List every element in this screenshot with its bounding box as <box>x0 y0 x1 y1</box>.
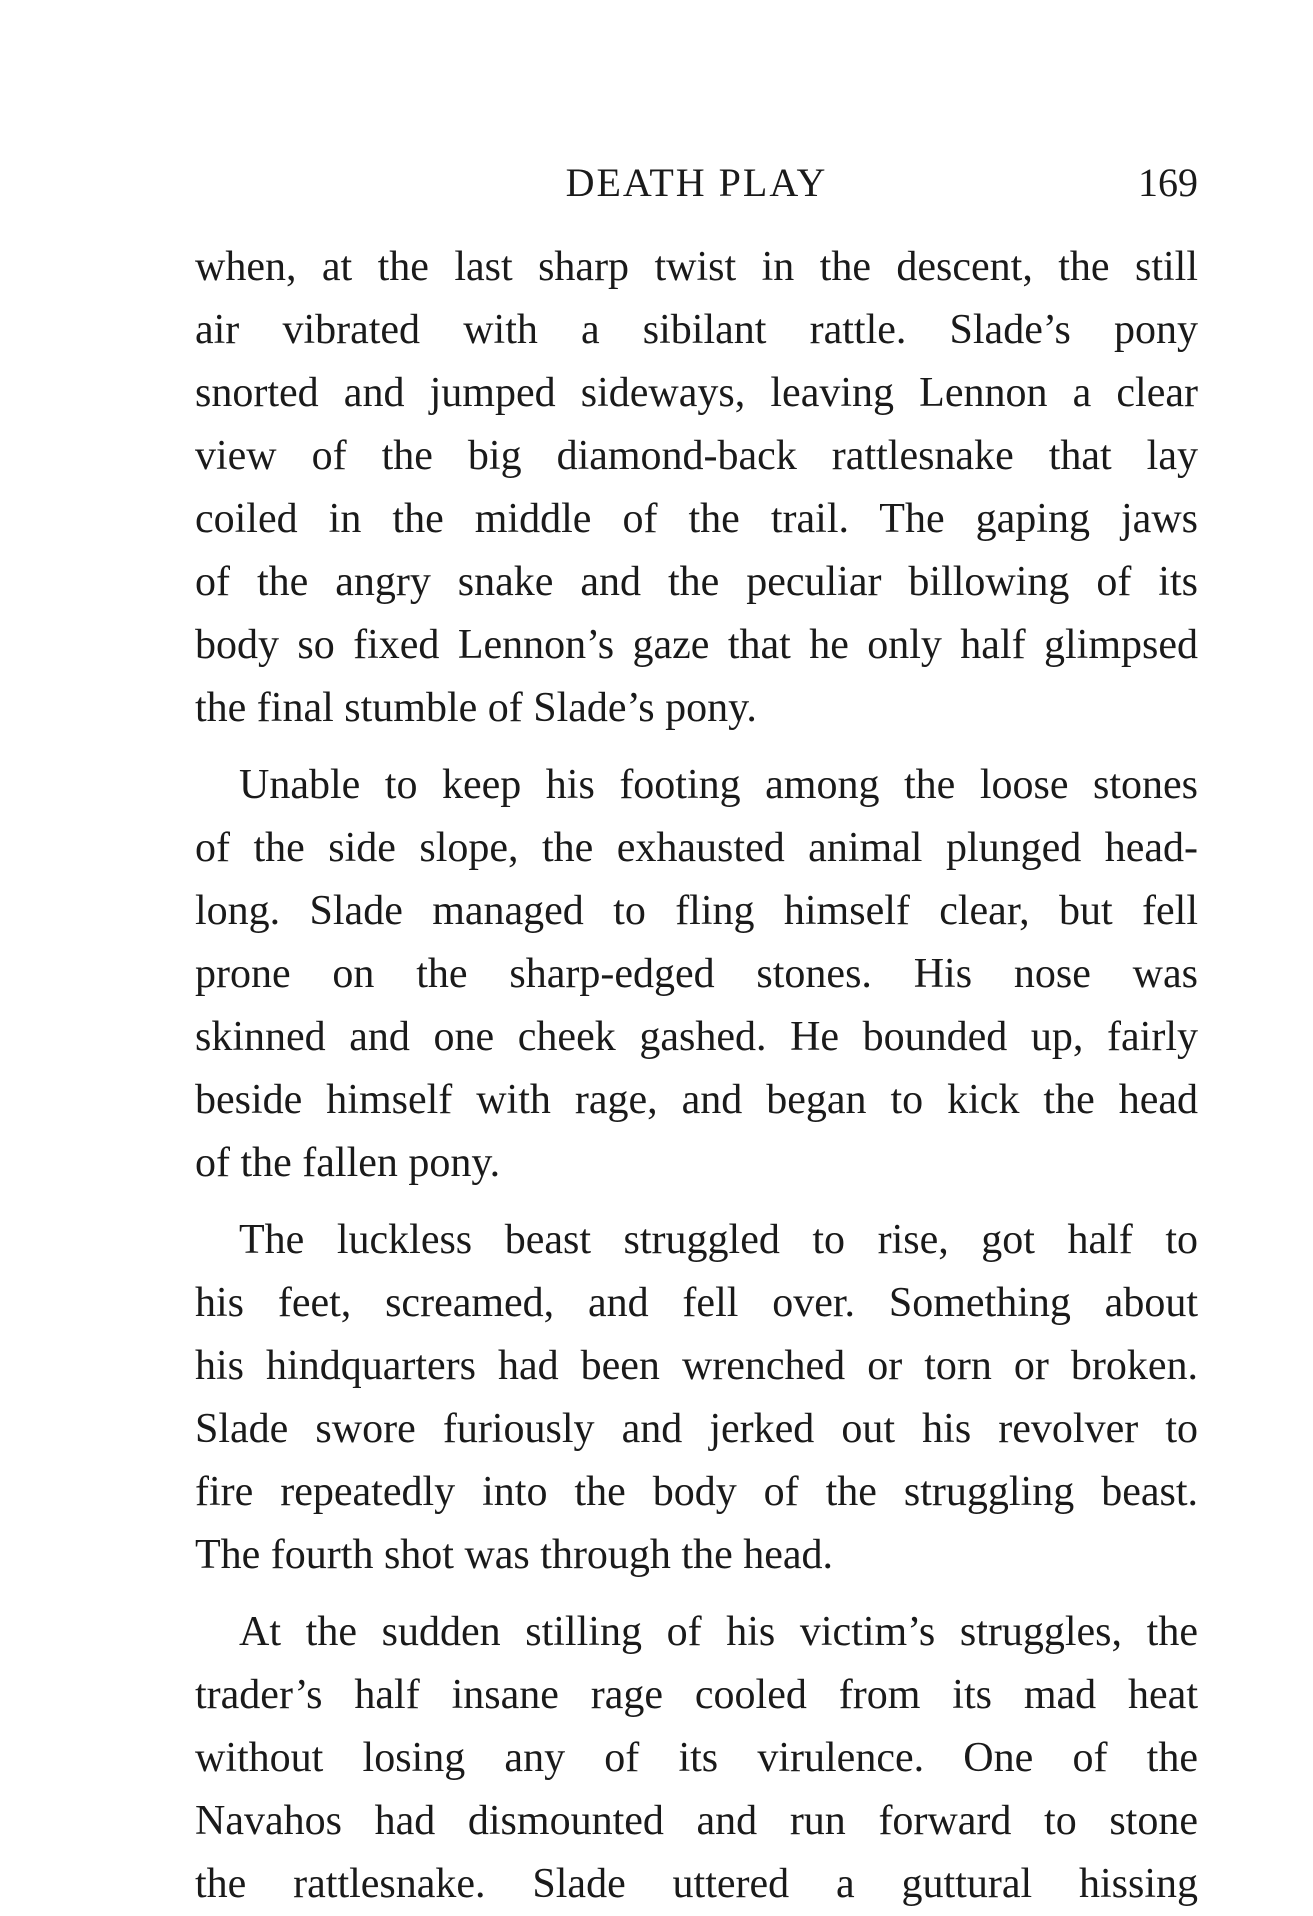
paragraph-3 <box>195 1209 1198 1587</box>
text-line: skinned and one cheek gashed. He bounded up, fairly <box>195 1014 1198 1060</box>
text-line: of the fallen pony. <box>195 1140 501 1186</box>
body-text <box>195 236 1198 1916</box>
text-line: The fourth shot was through the head. <box>195 1532 834 1578</box>
text-line: coiled in the middle of the trail. The gaping jaws <box>195 496 1198 542</box>
text-line: fire repeatedly into the body of the struggling beast. <box>195 1469 1198 1515</box>
text-line: body so fixed Lennon’s gaze that he only half glimpsed <box>195 622 1198 668</box>
text-line: At the sudden stilling of his victim’s struggles, the <box>239 1609 1198 1655</box>
text-line: the final stumble of Slade’s pony. <box>195 685 757 731</box>
text-line: Slade swore furiously and jerked out his revolver to <box>195 1406 1198 1452</box>
text-line: beside himself with rage, and began to kick the head <box>195 1077 1198 1123</box>
text-line: Navahos had dismounted and run forward to stone <box>195 1798 1198 1844</box>
paragraph-4 <box>195 1601 1198 1916</box>
text-line: when, at the last sharp twist in the descent, the still <box>195 244 1198 290</box>
paragraph-1 <box>195 236 1198 740</box>
text-line: long. Slade managed to fling himself clear, but fell <box>195 888 1198 934</box>
running-title: DEATH PLAY <box>565 160 828 205</box>
text-line: his feet, screamed, and fell over. Something about <box>195 1280 1198 1326</box>
text-line: Unable to keep his footing among the loose stones <box>239 762 1198 808</box>
text-line: view of the big diamond-back rattlesnake that lay <box>195 433 1198 479</box>
text-line: of the side slope, the exhausted animal plunged head- <box>195 825 1198 871</box>
text-line: air vibrated with a sibilant rattle. Slade’s pony <box>195 307 1198 353</box>
running-head <box>195 158 1198 208</box>
text-line: snorted and jumped sideways, leaving Lennon a clear <box>195 370 1198 416</box>
text-line: his hindquarters had been wrenched or torn or broken. <box>195 1343 1198 1389</box>
text-line: the rattlesnake. Slade uttered a guttural hissing <box>195 1861 1198 1907</box>
paragraph-2 <box>195 754 1198 1195</box>
text-line: The luckless beast struggled to rise, got half to <box>239 1217 1198 1263</box>
text-line: trader’s half insane rage cooled from its mad heat <box>195 1672 1198 1718</box>
page-number: 169 <box>1138 160 1198 205</box>
text-line: without losing any of its virulence. One of the <box>195 1735 1198 1781</box>
text-line: of the angry snake and the peculiar billowing of its <box>195 559 1198 605</box>
text-line: prone on the sharp-edged stones. His nose was <box>195 951 1198 997</box>
